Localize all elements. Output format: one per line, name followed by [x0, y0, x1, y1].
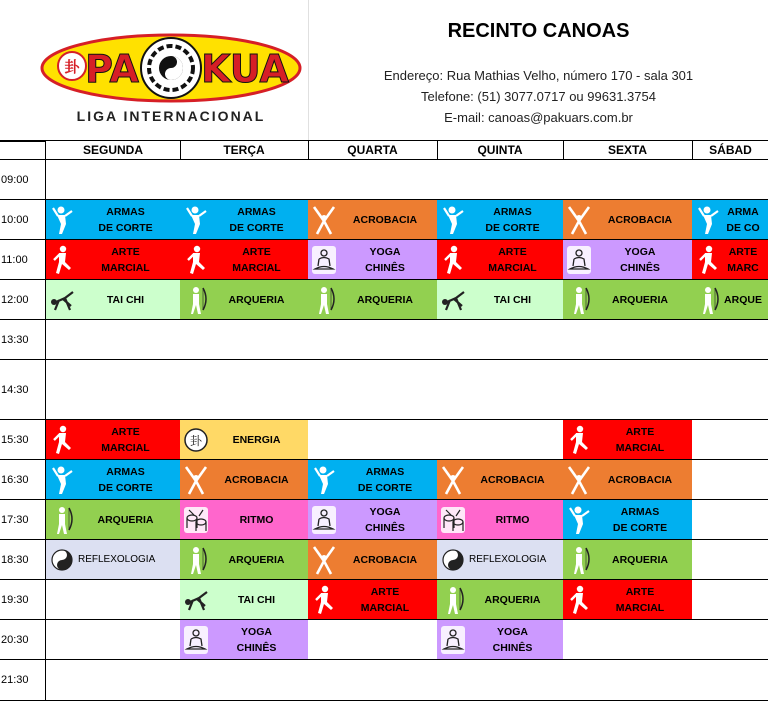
class-label: YOGA CHINÊS	[492, 625, 533, 654]
time-label: 16:30	[0, 460, 46, 500]
corner-cell	[0, 141, 46, 160]
empty-slot	[46, 320, 181, 360]
empty-slot	[692, 620, 768, 660]
meditation-icon	[183, 624, 209, 656]
acrobat-icon	[311, 544, 337, 576]
empty-slot	[692, 160, 768, 200]
class-label: ENERGIA	[232, 433, 281, 446]
class-slot-arq[interactable]	[180, 540, 309, 580]
class-slot-arq[interactable]	[563, 280, 693, 320]
svg-text:卦: 卦	[189, 433, 203, 448]
swordsman-icon	[183, 204, 209, 236]
empty-slot	[563, 320, 693, 360]
class-label: ARMA DE CO	[726, 205, 760, 234]
taichi-icon	[183, 584, 209, 616]
class-slot-reflexo[interactable]	[46, 540, 181, 580]
org-subtitle: LIGA INTERNACIONAL	[76, 108, 266, 124]
day-header-1: TERÇA	[180, 141, 309, 160]
class-slot-arq[interactable]	[692, 280, 768, 320]
class-slot-arte[interactable]	[692, 240, 768, 280]
empty-slot	[437, 360, 564, 420]
class-label: ARMAS DE CORTE	[98, 465, 153, 494]
taichi-icon	[49, 284, 75, 316]
class-slot-arq[interactable]	[46, 500, 181, 540]
empty-slot	[692, 540, 768, 580]
empty-slot	[308, 360, 438, 420]
class-slot-reflexo[interactable]	[437, 540, 564, 580]
yin-yang-icon	[49, 544, 75, 576]
time-label: 19:30	[0, 580, 46, 620]
class-slot-yoga[interactable]	[308, 240, 438, 280]
day-header-4: SEXTA	[563, 141, 693, 160]
class-label: ARTE MARCIAL	[488, 245, 537, 274]
class-label: ARTE MARCIAL	[615, 585, 665, 614]
drums-icon	[183, 504, 209, 536]
swordsman-icon	[440, 204, 466, 236]
empty-slot	[46, 660, 181, 701]
empty-slot	[437, 660, 564, 701]
day-header-2: QUARTA	[308, 141, 438, 160]
class-label: ARQUERIA	[228, 293, 285, 306]
yin-yang-icon	[440, 544, 466, 576]
martial-artist-icon	[566, 424, 592, 456]
archer-icon	[566, 284, 592, 316]
empty-slot	[692, 420, 768, 460]
empty-slot	[180, 160, 309, 200]
class-slot-arte[interactable]	[437, 240, 564, 280]
class-slot-armas[interactable]	[308, 460, 438, 500]
class-label: ARTE MARCIAL	[360, 585, 410, 614]
class-label: YOGA CHINÊS	[365, 245, 405, 274]
class-label: ARQUERIA	[484, 593, 541, 606]
energy-symbol-icon	[183, 424, 209, 456]
class-label: ARQUERIA	[611, 553, 668, 566]
class-slot-arq[interactable]	[437, 580, 564, 620]
time-label: 12:00	[0, 280, 46, 320]
class-label: ARQUERIA	[97, 513, 154, 526]
empty-slot	[308, 660, 438, 701]
class-slot-arte[interactable]	[563, 580, 693, 620]
class-slot-armas[interactable]	[563, 500, 693, 540]
empty-slot	[308, 160, 438, 200]
class-slot-armas[interactable]	[437, 200, 564, 240]
venue-title: RECINTO CANOAS	[447, 20, 630, 42]
class-slot-arte[interactable]	[46, 240, 181, 280]
class-slot-acro[interactable]	[308, 540, 438, 580]
class-slot-arq[interactable]	[308, 280, 438, 320]
class-label: ARQUERIA	[356, 293, 413, 306]
class-slot-acro[interactable]	[563, 200, 693, 240]
class-slot-arq[interactable]	[180, 280, 309, 320]
class-label: TAI CHI	[237, 593, 276, 606]
time-label: 10:00	[0, 200, 46, 240]
martial-artist-icon	[440, 244, 466, 276]
swordsman-icon	[566, 504, 592, 536]
time-label: 13:30	[0, 320, 46, 360]
day-header-3: QUINTA	[437, 141, 564, 160]
class-slot-arte[interactable]	[563, 420, 693, 460]
class-label: ARMAS DE CORTE	[229, 205, 284, 234]
class-slot-arq[interactable]	[563, 540, 693, 580]
class-slot-ritmo[interactable]	[437, 500, 564, 540]
empty-slot	[308, 320, 438, 360]
class-label: ARTE MARCIAL	[615, 425, 665, 454]
class-label: ACROBACIA	[352, 553, 418, 566]
archer-icon	[695, 284, 721, 316]
meditation-icon	[311, 504, 337, 536]
pakua-logo-icon	[40, 32, 302, 104]
class-label: TAI CHI	[106, 293, 145, 306]
class-slot-yoga[interactable]	[563, 240, 693, 280]
archer-icon	[566, 544, 592, 576]
archer-icon	[183, 544, 209, 576]
class-slot-armas[interactable]	[46, 200, 181, 240]
class-label: ACROBACIA	[607, 213, 673, 226]
class-label: REFLEXOLOGIA	[469, 553, 547, 565]
empty-slot	[308, 620, 438, 660]
class-slot-acro[interactable]	[308, 200, 438, 240]
class-label: ACROBACIA	[607, 473, 673, 486]
class-slot-yoga[interactable]	[437, 620, 564, 660]
class-label: YOGA CHINÊS	[620, 245, 660, 274]
class-label: ARTE MARCIAL	[101, 425, 150, 454]
class-label: ARTE MARCIAL	[232, 245, 281, 274]
empty-slot	[692, 360, 768, 420]
empty-slot	[437, 420, 564, 460]
empty-slot	[180, 660, 309, 701]
martial-artist-icon	[49, 244, 75, 276]
acrobat-icon	[566, 464, 592, 496]
acrobat-icon	[311, 204, 337, 236]
phone-text: Telefone: (51) 3077.0717 ou 99631.3754	[421, 89, 656, 104]
svg-text:卦: 卦	[64, 58, 80, 76]
archer-icon	[49, 504, 75, 536]
acrobat-icon	[183, 464, 209, 496]
empty-slot	[563, 620, 693, 660]
archer-icon	[440, 584, 466, 616]
class-label: ARQUERIA	[228, 553, 285, 566]
class-slot-acro[interactable]	[180, 460, 309, 500]
empty-slot	[563, 160, 693, 200]
class-slot-ritmo[interactable]	[180, 500, 309, 540]
time-label: 18:30	[0, 540, 46, 580]
day-header-5: SÁBAD	[692, 141, 768, 160]
class-slot-yoga[interactable]	[308, 500, 438, 540]
empty-slot	[308, 420, 438, 460]
class-label: ACROBACIA	[480, 473, 545, 486]
class-label: ARMAS DE CORTE	[357, 465, 413, 494]
day-header-0: SEGUNDA	[46, 141, 181, 160]
martial-artist-icon	[183, 244, 209, 276]
class-slot-arte[interactable]	[180, 240, 309, 280]
empty-slot	[437, 320, 564, 360]
martial-artist-icon	[49, 424, 75, 456]
empty-slot	[563, 660, 693, 701]
class-slot-armas[interactable]	[692, 200, 768, 240]
class-slot-arte[interactable]	[308, 580, 438, 620]
acrobat-icon	[566, 204, 592, 236]
class-slot-armas[interactable]	[180, 200, 309, 240]
header	[0, 0, 768, 140]
class-slot-taichi[interactable]	[180, 580, 309, 620]
swordsman-icon	[49, 204, 75, 236]
time-label: 11:00	[0, 240, 46, 280]
class-slot-energia[interactable]	[180, 420, 309, 460]
time-label: 17:30	[0, 500, 46, 540]
empty-slot	[563, 360, 693, 420]
martial-artist-icon	[695, 244, 721, 276]
time-label: 14:30	[0, 360, 46, 420]
class-slot-acro[interactable]	[563, 460, 693, 500]
empty-slot	[180, 360, 309, 420]
empty-slot	[46, 160, 181, 200]
drums-icon	[440, 504, 466, 536]
class-label: ARQUERIA	[611, 293, 668, 306]
acrobat-icon	[440, 464, 466, 496]
class-label: ARQUE	[724, 293, 762, 306]
time-label: 09:00	[0, 160, 46, 200]
class-label: TAI CHI	[493, 293, 532, 306]
class-label: YOGA CHINÊS	[365, 505, 405, 534]
class-label: RITMO	[239, 513, 274, 526]
class-label: ARTE MARC	[727, 245, 759, 274]
meditation-icon	[311, 244, 337, 276]
class-slot-taichi[interactable]	[437, 280, 564, 320]
class-slot-taichi[interactable]	[46, 280, 181, 320]
class-label: RITMO	[495, 513, 530, 526]
class-slot-acro[interactable]	[437, 460, 564, 500]
empty-slot	[692, 460, 768, 500]
empty-slot	[692, 320, 768, 360]
email-text[interactable]: E-mail: canoas@pakuars.com.br	[444, 110, 633, 125]
class-label: ACROBACIA	[224, 473, 289, 486]
empty-slot	[692, 580, 768, 620]
class-slot-armas[interactable]	[46, 460, 181, 500]
address-text: Endereço: Rua Mathias Velho, número 170 - sala 301	[383, 68, 694, 83]
header-top-border	[0, 140, 768, 141]
class-label: ACROBACIA	[352, 213, 418, 226]
time-label: 21:30	[0, 660, 46, 701]
meditation-icon	[440, 624, 466, 656]
class-label: ARTE MARCIAL	[101, 245, 150, 274]
svg-text:PA: PA	[85, 47, 139, 91]
swordsman-icon	[695, 204, 721, 236]
class-slot-yoga[interactable]	[180, 620, 309, 660]
svg-text:KUA: KUA	[201, 47, 289, 91]
empty-slot	[46, 580, 181, 620]
empty-slot	[46, 360, 181, 420]
class-label: REFLEXOLOGIA	[78, 553, 156, 565]
martial-artist-icon	[566, 584, 592, 616]
empty-slot	[46, 620, 181, 660]
taichi-icon	[440, 284, 466, 316]
empty-slot	[692, 660, 768, 701]
meditation-icon	[566, 244, 592, 276]
pakua-logo	[40, 32, 302, 104]
empty-slot	[437, 160, 564, 200]
class-label: YOGA CHINÊS	[236, 625, 277, 654]
archer-icon	[311, 284, 337, 316]
archer-icon	[183, 284, 209, 316]
martial-artist-icon	[311, 584, 337, 616]
class-slot-arte[interactable]	[46, 420, 181, 460]
empty-slot	[180, 320, 309, 360]
time-label: 20:30	[0, 620, 46, 660]
empty-slot	[692, 500, 768, 540]
class-label: ARMAS DE CORTE	[98, 205, 153, 234]
time-label: 15:30	[0, 420, 46, 460]
class-label: ARMAS DE CORTE	[612, 505, 668, 534]
swordsman-icon	[311, 464, 337, 496]
swordsman-icon	[49, 464, 75, 496]
class-label: ARMAS DE CORTE	[485, 205, 540, 234]
